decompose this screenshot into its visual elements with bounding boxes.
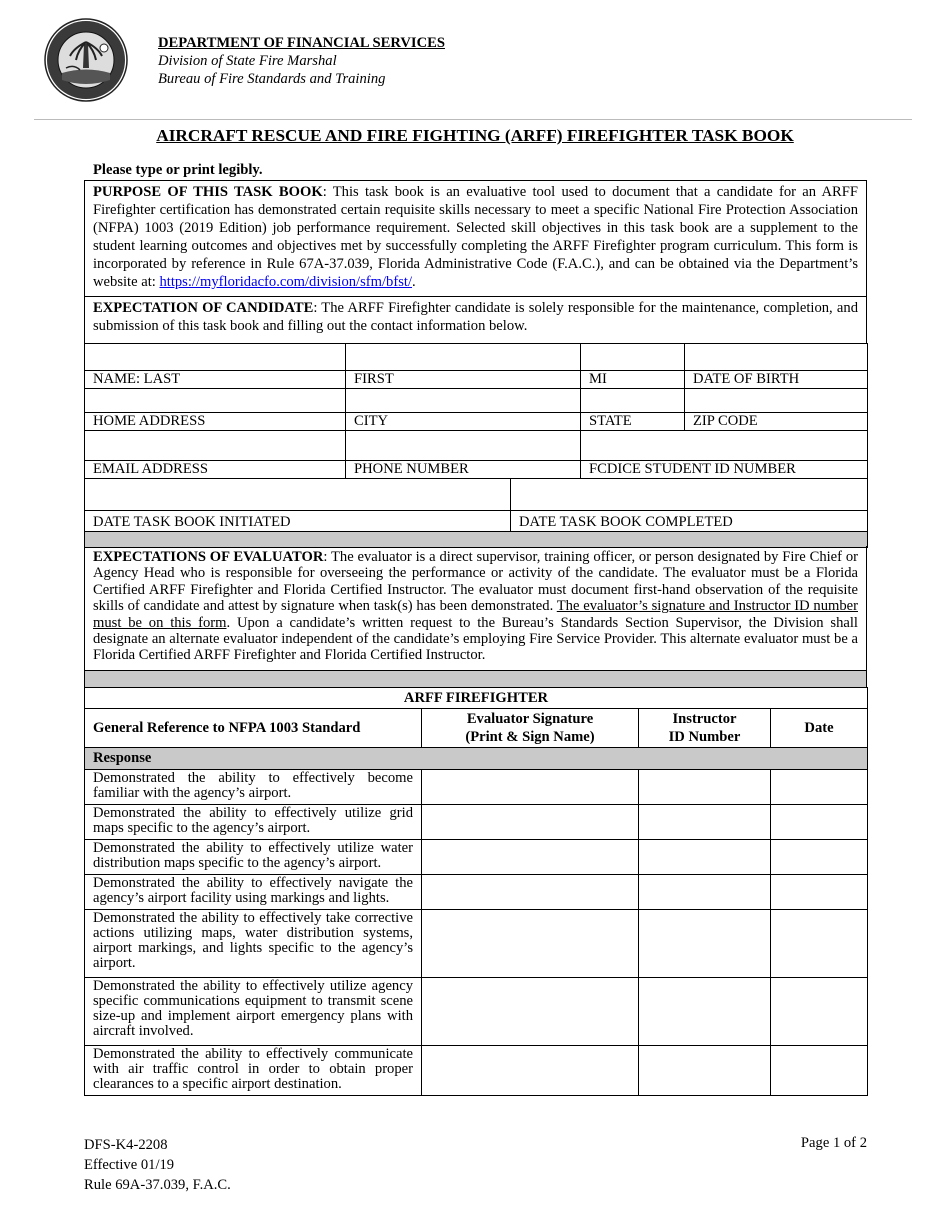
date-initiated-input[interactable] xyxy=(85,479,511,511)
col-signature-line-2: (Print & Sign Name) xyxy=(465,729,595,745)
form-footer xyxy=(84,1135,231,1195)
purpose-label: PURPOSE OF THIS TASK BOOK xyxy=(93,184,323,200)
home-address-label: HOME ADDRESS xyxy=(85,413,346,431)
zip-label: ZIP CODE xyxy=(685,413,868,431)
candidate-expectation-text: : The ARFF Firefighter candidate is solely responsible for the maintenance, completion, and submission of this task book and filling out the contact information below. xyxy=(93,300,858,334)
city-label: CITY xyxy=(346,413,581,431)
division-name: Division of State Fire Marshal xyxy=(158,53,337,69)
purpose-section xyxy=(84,180,867,297)
table-row xyxy=(85,910,868,978)
table-row xyxy=(85,770,868,805)
page-title: AIRCRAFT RESCUE AND FIRE FIGHTING (ARFF) FIREFIGHTER TASK BOOK xyxy=(156,126,794,145)
date-completed-label: DATE TASK BOOK COMPLETED xyxy=(511,511,868,532)
instructor-id-cell[interactable] xyxy=(639,805,771,840)
purpose-end: . xyxy=(412,274,416,290)
date-cell[interactable] xyxy=(771,875,868,910)
evaluator-signature-cell[interactable] xyxy=(422,978,639,1046)
evaluator-signature-cell[interactable] xyxy=(422,805,639,840)
task-table-heading: ARFF FIREFIGHTER xyxy=(85,688,868,709)
state-label: STATE xyxy=(581,413,685,431)
col-date-header: Date xyxy=(771,709,868,748)
instructor-id-cell[interactable] xyxy=(639,875,771,910)
instructor-id-cell[interactable] xyxy=(639,770,771,805)
evaluator-signature-cell[interactable] xyxy=(422,1046,639,1096)
state-input[interactable] xyxy=(581,389,685,413)
task-description: Demonstrated the ability to effectively utilize agency specific communications equipment to transmit scene size-up and implement airport emergency plans with aircraft involved. xyxy=(85,978,422,1046)
agency-header xyxy=(158,34,445,88)
email-input[interactable] xyxy=(85,431,346,461)
evaluator-expectation-label: EXPECTATIONS OF EVALUATOR xyxy=(93,549,324,565)
last-name-label: NAME: LAST xyxy=(85,371,346,389)
instructor-id-cell[interactable] xyxy=(639,910,771,978)
col-id-line-1: Instructor xyxy=(672,711,737,727)
task-description: Demonstrated the ability to effectively take corrective actions utilizing maps, water distribution systems, airport markings, and lights specific to the agency’s airport. xyxy=(85,910,422,978)
date-initiated-label: DATE TASK BOOK INITIATED xyxy=(85,511,511,532)
date-cell[interactable] xyxy=(771,978,868,1046)
fcdice-id-label: FCDICE STUDENT ID NUMBER xyxy=(581,461,868,479)
table-row xyxy=(85,875,868,910)
date-cell[interactable] xyxy=(771,1046,868,1096)
shaded-divider-2 xyxy=(84,670,867,688)
table-row xyxy=(85,1046,868,1096)
candidate-expectation-label: EXPECTATION OF CANDIDATE xyxy=(93,300,314,316)
first-name-input[interactable] xyxy=(346,344,581,371)
rule-reference: Rule 69A-37.039, F.A.C. xyxy=(84,1177,231,1193)
evaluator-expectation-text-2: . Upon a candidate’s written request to the Bureau’s Standards Section Supervisor, the Division shall designate an alternate evaluator independent of the candidate’s employing Fire Service Provider. This alternate evaluator must be a Florida Certified ARFF Firefighter and Florida Certified Instructor. xyxy=(93,614,858,664)
date-cell[interactable] xyxy=(771,840,868,875)
task-description: Demonstrated the ability to effectively become familiar with the agency’s airport. xyxy=(85,770,422,805)
city-input[interactable] xyxy=(346,389,581,413)
phone-label: PHONE NUMBER xyxy=(346,461,581,479)
evaluator-signature-requirement: The evaluator’s signature and Instructor ID number must be on this form xyxy=(93,598,858,631)
task-description: Demonstrated the ability to effectively navigate the agency’s airport facility using markings and lights. xyxy=(85,875,422,910)
form-number: DFS-K4-2208 xyxy=(84,1137,168,1153)
col-instructor-id-header xyxy=(639,709,771,748)
task-book-dates-grid xyxy=(84,478,868,548)
last-name-input[interactable] xyxy=(85,344,346,371)
task-table xyxy=(84,687,868,1096)
candidate-expectation-section xyxy=(84,296,867,344)
page-number: Page 1 of 2 xyxy=(800,1135,867,1151)
evaluator-signature-cell[interactable] xyxy=(422,910,639,978)
email-label: EMAIL ADDRESS xyxy=(85,461,346,479)
table-row xyxy=(85,978,868,1046)
evaluator-signature-cell[interactable] xyxy=(422,875,639,910)
bureau-name: Bureau of Fire Standards and Training xyxy=(158,71,386,87)
phone-input[interactable] xyxy=(346,431,581,461)
first-name-label: FIRST xyxy=(346,371,581,389)
task-description: Demonstrated the ability to effectively utilize grid maps specific to the agency’s airport. xyxy=(85,805,422,840)
website-link[interactable]: https://myfloridacfo.com/division/sfm/bfst/ xyxy=(159,274,413,290)
date-cell[interactable] xyxy=(771,910,868,978)
dob-input[interactable] xyxy=(685,344,868,371)
instructor-id-cell[interactable] xyxy=(639,978,771,1046)
task-description: Demonstrated the ability to effectively utilize water distribution maps specific to the agency’s airport. xyxy=(85,840,422,875)
dob-label: DATE OF BIRTH xyxy=(685,371,868,389)
fcdice-id-input[interactable] xyxy=(581,431,868,461)
date-completed-input[interactable] xyxy=(511,479,868,511)
instructor-id-cell[interactable] xyxy=(639,1046,771,1096)
task-description: Demonstrated the ability to effectively communicate with air traffic control in order to obtain proper clearances to a specific airport destination. xyxy=(85,1046,422,1096)
home-address-input[interactable] xyxy=(85,389,346,413)
evaluator-signature-cell[interactable] xyxy=(422,770,639,805)
col-id-line-2: ID Number xyxy=(668,729,741,745)
table-row xyxy=(85,840,868,875)
department-name: DEPARTMENT OF FINANCIAL SERVICES xyxy=(158,35,445,51)
effective-date: Effective 01/19 xyxy=(84,1157,175,1173)
state-seal-logo xyxy=(44,18,128,102)
contact-info-grid xyxy=(84,343,868,479)
date-cell[interactable] xyxy=(771,770,868,805)
mi-label: MI xyxy=(581,371,685,389)
evaluator-signature-cell[interactable] xyxy=(422,840,639,875)
col-signature-line-1: Evaluator Signature xyxy=(466,711,594,727)
mi-input[interactable] xyxy=(581,344,685,371)
instructor-id-cell[interactable] xyxy=(639,840,771,875)
header-divider xyxy=(34,119,912,120)
date-cell[interactable] xyxy=(771,805,868,840)
zip-input[interactable] xyxy=(685,389,868,413)
instruction-text: Please type or print legibly. xyxy=(93,162,263,178)
evaluator-expectation-section xyxy=(84,546,867,671)
table-row xyxy=(85,805,868,840)
col-signature-header xyxy=(422,709,639,748)
response-section-header: Response xyxy=(85,748,868,770)
evaluator-expectation-text-1: : The evaluator is a direct supervisor, training officer, or person designated by Fire Chief or Agency Head who is responsible for overseeing the performance or activity of the candidate. The evaluator must be a Florida Certified ARFF Firefighter and Florida Certified Instructor. The evaluator must document first-hand observation of the requisite skills of candidate and attest by signature when task(s) has been demonstrated. xyxy=(93,549,858,615)
col-reference-header: General Reference to NFPA 1003 Standard xyxy=(85,709,422,748)
purpose-text: : This task book is an evaluative tool used to document that a candidate for an ARFF Firefighter certification has demonstrated certain requisite skills necessary to meet a specific National Fire Protection Association (NFPA) 1003 (2019 Edition) job performance requirement. Selected skill objectives in this task book are a supplement to the student learning outcomes and objectives met by successfully completing the ARFF Firefighter program curriculum. This form is incorporated by reference in Rule 67A-37.039, Florida Administrative Code (F.A.C.), and can be obtained via the Department’s website at: xyxy=(93,184,858,290)
